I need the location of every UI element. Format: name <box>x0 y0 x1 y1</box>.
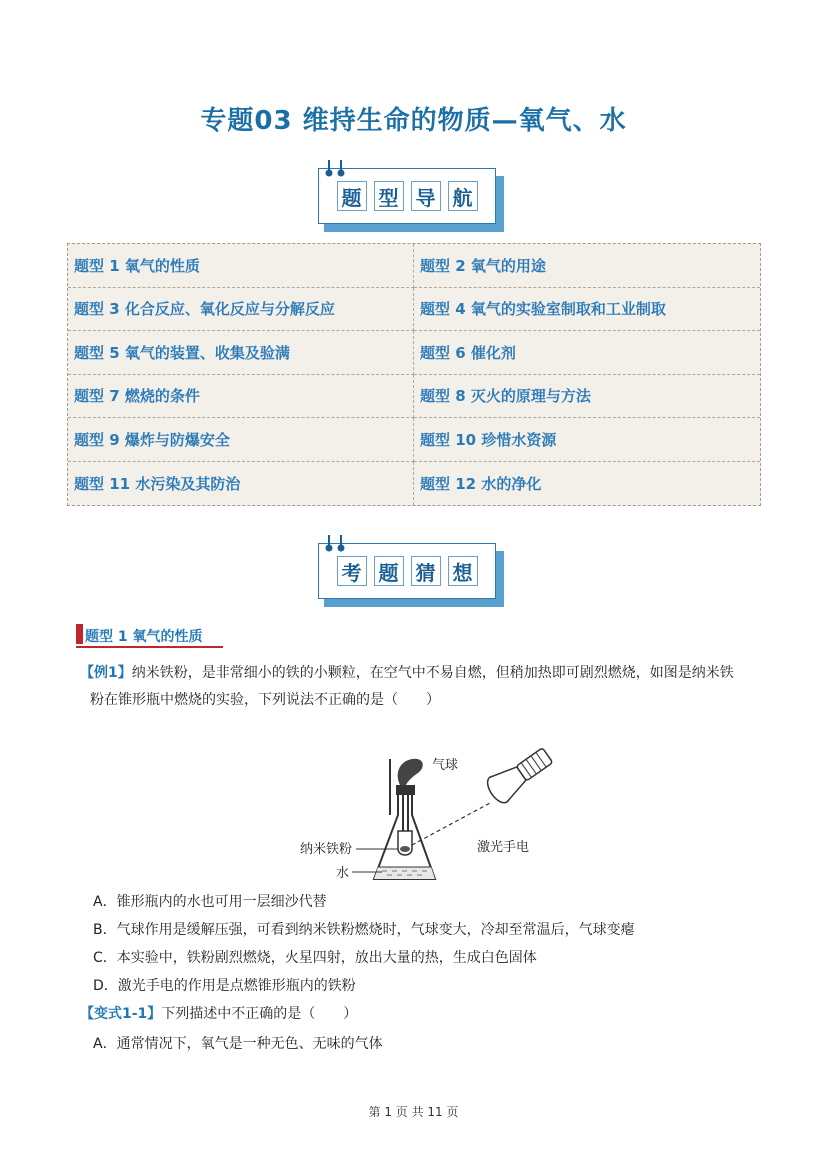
balloon <box>398 759 423 785</box>
variant-question <box>80 1004 357 1024</box>
type-navigation-table <box>67 243 761 506</box>
section-banner-exam-guess <box>318 543 503 605</box>
heading-marker <box>76 624 83 644</box>
pin-icon <box>322 160 350 178</box>
heading-underline <box>76 646 223 648</box>
laser-label: 激光手电 <box>477 840 530 855</box>
section-banner-type-navigation <box>318 168 503 230</box>
type-item[interactable]: 题型 5 氧气的装置、收集及验满 <box>68 331 414 375</box>
banner-char: 想 <box>448 556 478 586</box>
laser-beam <box>412 803 490 845</box>
variant-text: 下列描述中不正确的是（ ） <box>161 1006 358 1022</box>
option-b[interactable]: B．气球作用是缓解压强，可看到纳米铁粉燃烧时，气球变大，冷却至常温后，气球变瘪 <box>93 922 635 938</box>
type-item[interactable]: 题型 11 水污染及其防治 <box>68 462 414 506</box>
variant-option-a[interactable]: A．通常情况下，氧气是一种无色、无味的气体 <box>93 1036 383 1052</box>
example-text: 纳米铁粉，是非常细小的铁的小颗粒，在空气中不易自燃，但稍加热即可剧烈燃烧，如图是纳米铁 <box>131 665 734 681</box>
banner-char: 型 <box>374 181 404 211</box>
example-question <box>80 663 734 683</box>
banner-char: 猜 <box>411 556 441 586</box>
experiment-figure <box>290 745 560 890</box>
pin-icon <box>322 535 350 553</box>
stopper <box>396 785 415 795</box>
type-item[interactable]: 题型 9 爆炸与防爆安全 <box>68 418 414 462</box>
banner-char: 题 <box>337 181 367 211</box>
water <box>374 867 435 879</box>
type-item[interactable]: 题型 4 氧气的实验室制取和工业制取 <box>414 288 760 332</box>
example-tag: 【例1】 <box>80 665 132 681</box>
type-item[interactable]: 题型 10 珍惜水资源 <box>414 418 760 462</box>
variant-tag: 【变式1-1】 <box>80 1006 162 1022</box>
balloon-label: 气球 <box>432 758 459 773</box>
section-heading <box>76 623 226 647</box>
type-item[interactable]: 题型 1 氧气的性质 <box>68 244 414 288</box>
banner-char: 导 <box>411 181 441 211</box>
example-question-line2: 粉在锥形瓶中燃烧的实验，下列说法不正确的是（ ） <box>90 692 440 708</box>
heading-text: 题型 1 氧气的性质 <box>85 629 203 645</box>
page-footer: 第 1 页 共 11 页 <box>368 1105 459 1119</box>
type-item[interactable]: 题型 7 燃烧的条件 <box>68 375 414 419</box>
option-a[interactable]: A．锥形瓶内的水也可用一层细沙代替 <box>93 894 327 910</box>
page-title: 专题03 维持生命的物质—氧气、水 <box>200 106 627 136</box>
type-item[interactable]: 题型 8 灭火的原理与方法 <box>414 375 760 419</box>
type-item[interactable]: 题型 3 化合反应、氧化反应与分解反应 <box>68 288 414 332</box>
laser-flashlight <box>483 745 556 806</box>
banner-char: 考 <box>337 556 367 586</box>
banner-char: 航 <box>448 181 478 211</box>
banner-char: 题 <box>374 556 404 586</box>
type-item[interactable]: 题型 2 氧气的用途 <box>414 244 760 288</box>
iron-powder <box>400 846 410 852</box>
type-item[interactable]: 题型 12 水的净化 <box>420 474 542 493</box>
water-label: 水 <box>336 866 350 881</box>
type-item[interactable]: 题型 6 催化剂 <box>414 331 760 375</box>
option-c[interactable]: C．本实验中，铁粉剧烈燃烧，火星四射，放出大量的热，生成白色固体 <box>93 950 537 966</box>
powder-label: 纳米铁粉 <box>300 842 353 857</box>
option-d[interactable]: D．激光手电的作用是点燃锥形瓶内的铁粉 <box>93 978 356 994</box>
